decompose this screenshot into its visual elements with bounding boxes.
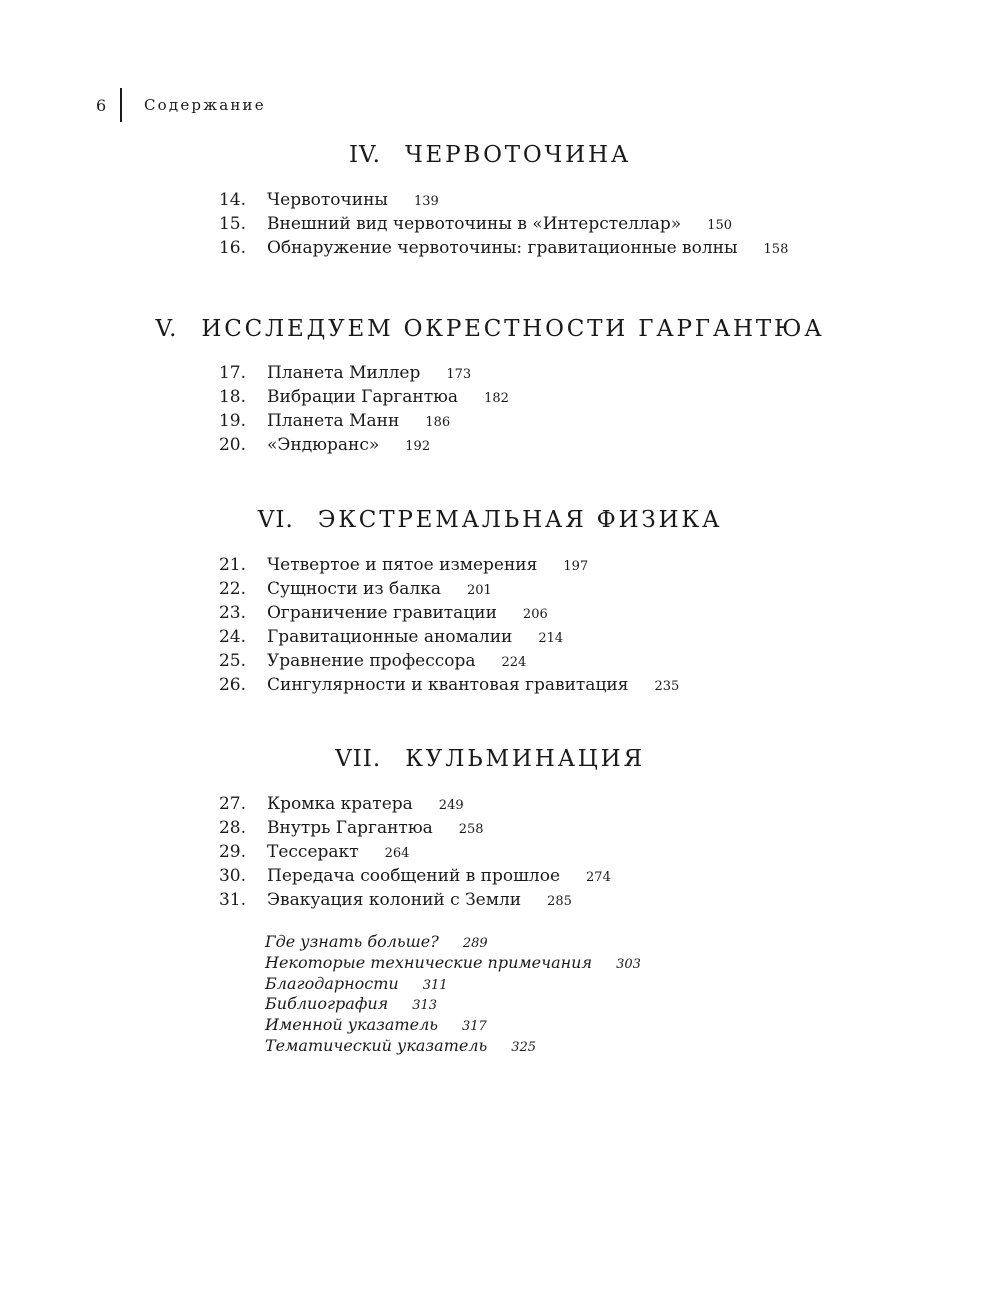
backmatter-title: Библиография xyxy=(265,994,389,1014)
chapter-number: 23. xyxy=(218,603,246,623)
chapter-page: 224 xyxy=(501,655,527,670)
backmatter-title: Именной указатель xyxy=(265,1015,438,1035)
chapter-number: 27. xyxy=(218,794,246,814)
chapter-number: 29. xyxy=(218,842,246,862)
part-roman-numeral: V. xyxy=(155,316,178,342)
toc-entry[interactable] xyxy=(0,840,1000,864)
chapter-number: 19. xyxy=(218,411,246,431)
toc-entry[interactable] xyxy=(0,816,1000,840)
chapter-title: Тессеракт xyxy=(267,842,359,862)
backmatter-title: Некоторые технические примечания xyxy=(265,952,593,972)
toc-entry[interactable] xyxy=(0,361,1000,385)
chapter-page: 206 xyxy=(522,607,548,622)
chapter-number: 31. xyxy=(218,890,246,910)
chapter-number: 30. xyxy=(218,866,246,886)
chapter-title: Червоточины xyxy=(267,190,388,210)
toc-entry[interactable] xyxy=(0,673,1000,697)
chapter-page: 249 xyxy=(438,798,464,813)
chapter-title: Внешний вид червоточины в «Интерстеллар» xyxy=(267,214,682,234)
chapter-title: Сингулярности и квантовая гравитация xyxy=(267,675,629,695)
backmatter-entry[interactable] xyxy=(265,994,641,1015)
chapter-page: 274 xyxy=(586,870,611,885)
backmatter-title: Где узнать больше? xyxy=(265,932,439,951)
backmatter-entry[interactable] xyxy=(265,1036,641,1057)
part-roman-numeral: VII. xyxy=(335,746,382,772)
chapter-number: 22. xyxy=(218,579,246,599)
backmatter-entry[interactable] xyxy=(265,932,641,953)
chapter-title: Четвертое и пятое измерения xyxy=(267,555,538,575)
backmatter-title: Тематический указатель xyxy=(265,1035,488,1055)
toc-entry[interactable] xyxy=(0,601,1000,625)
toc-entry[interactable] xyxy=(0,553,1000,577)
chapter-title: Сущности из балка xyxy=(267,579,441,599)
part-roman-numeral: VI. xyxy=(257,507,294,533)
part-title xyxy=(0,142,980,168)
chapter-title: Передача сообщений в прошлое xyxy=(267,866,561,886)
running-head xyxy=(96,88,266,122)
toc-entry[interactable] xyxy=(0,888,1000,912)
part-name: КУЛЬМИНАЦИЯ xyxy=(405,746,645,772)
chapter-number: 18. xyxy=(218,387,246,407)
chapter-title: Вибрации Гаргантюа xyxy=(267,387,459,407)
chapter-page: 186 xyxy=(425,415,451,430)
toc-entry[interactable] xyxy=(0,433,1000,457)
backmatter-entry[interactable] xyxy=(265,953,641,974)
chapter-page: 173 xyxy=(446,367,472,382)
chapter-page: 214 xyxy=(538,631,564,646)
chapter-title: Эвакуация колоний с Земли xyxy=(267,890,522,910)
toc-entry[interactable] xyxy=(0,212,1000,236)
page-number: 6 xyxy=(96,95,107,115)
chapter-title: Планета Манн xyxy=(267,411,400,431)
toc-entry[interactable] xyxy=(0,577,1000,601)
backmatter-page: 317 xyxy=(461,1019,487,1035)
part-roman-numeral: IV. xyxy=(348,142,381,168)
header-divider xyxy=(120,88,122,122)
backmatter-page: 325 xyxy=(511,1039,537,1055)
chapter-page: 201 xyxy=(466,583,492,598)
chapter-page: 235 xyxy=(654,679,680,694)
backmatter-entry[interactable] xyxy=(265,974,641,995)
chapter-number: 15. xyxy=(218,214,246,234)
chapter-title: Внутрь Гаргантюа xyxy=(267,818,433,838)
part-name: ЭКСТРЕМАЛЬНАЯ ФИЗИКА xyxy=(317,507,723,533)
chapter-page: 150 xyxy=(707,218,733,233)
chapter-number: 17. xyxy=(218,363,246,383)
chapter-page: 285 xyxy=(547,894,572,909)
backmatter-page: 311 xyxy=(422,977,448,993)
chapter-title: Планета Миллер xyxy=(267,363,421,383)
chapter-list xyxy=(0,792,1000,912)
chapter-page: 197 xyxy=(563,559,589,574)
chapter-title: Кромка кратера xyxy=(267,794,413,814)
chapter-number: 25. xyxy=(218,651,246,671)
toc-entry[interactable] xyxy=(0,188,1000,212)
chapter-number: 28. xyxy=(218,818,246,838)
toc-entry[interactable] xyxy=(0,649,1000,673)
backmatter-title: Благодарности xyxy=(265,973,399,993)
toc-entry[interactable] xyxy=(0,236,1000,260)
chapter-number: 14. xyxy=(218,190,246,210)
backmatter-page: 313 xyxy=(412,998,438,1014)
chapter-page: 182 xyxy=(484,391,509,406)
chapter-title: Уравнение профессора xyxy=(267,651,476,671)
part-name: ИССЛЕДУЕМ ОКРЕСТНОСТИ ГАРГАНТЮА xyxy=(201,316,825,342)
chapter-number: 20. xyxy=(218,435,246,455)
part-title xyxy=(0,746,980,772)
chapter-list xyxy=(0,188,1000,260)
chapter-list xyxy=(0,553,1000,697)
part-title xyxy=(0,316,980,342)
chapter-title: Обнаружение червоточины: гравитационные волны xyxy=(267,238,738,258)
toc-entry[interactable] xyxy=(0,792,1000,816)
chapter-page: 139 xyxy=(413,194,439,209)
toc-entry[interactable] xyxy=(0,385,1000,409)
chapter-title: «Эндюранс» xyxy=(267,435,380,455)
chapter-page: 158 xyxy=(763,242,789,257)
chapter-title: Гравитационные аномалии xyxy=(267,627,513,647)
chapter-number: 21. xyxy=(218,555,246,575)
chapter-page: 258 xyxy=(458,822,484,837)
part-name: ЧЕРВОТОЧИНА xyxy=(404,142,632,168)
chapter-number: 24. xyxy=(218,627,246,647)
chapter-list xyxy=(0,361,1000,457)
toc-entry[interactable] xyxy=(0,409,1000,433)
chapter-page: 264 xyxy=(384,846,410,861)
backmatter-list xyxy=(265,932,641,1057)
chapter-number: 16. xyxy=(218,238,246,258)
part-title xyxy=(0,507,980,533)
running-head-title: Содержание xyxy=(144,96,266,114)
chapter-number: 26. xyxy=(218,675,246,695)
backmatter-entry[interactable] xyxy=(265,1015,641,1036)
backmatter-page: 303 xyxy=(616,956,641,972)
toc-entry[interactable] xyxy=(0,864,1000,888)
backmatter-page: 289 xyxy=(462,936,488,951)
chapter-title: Ограничение гравитации xyxy=(267,603,497,623)
chapter-page: 192 xyxy=(405,439,431,454)
toc-entry[interactable] xyxy=(0,625,1000,649)
